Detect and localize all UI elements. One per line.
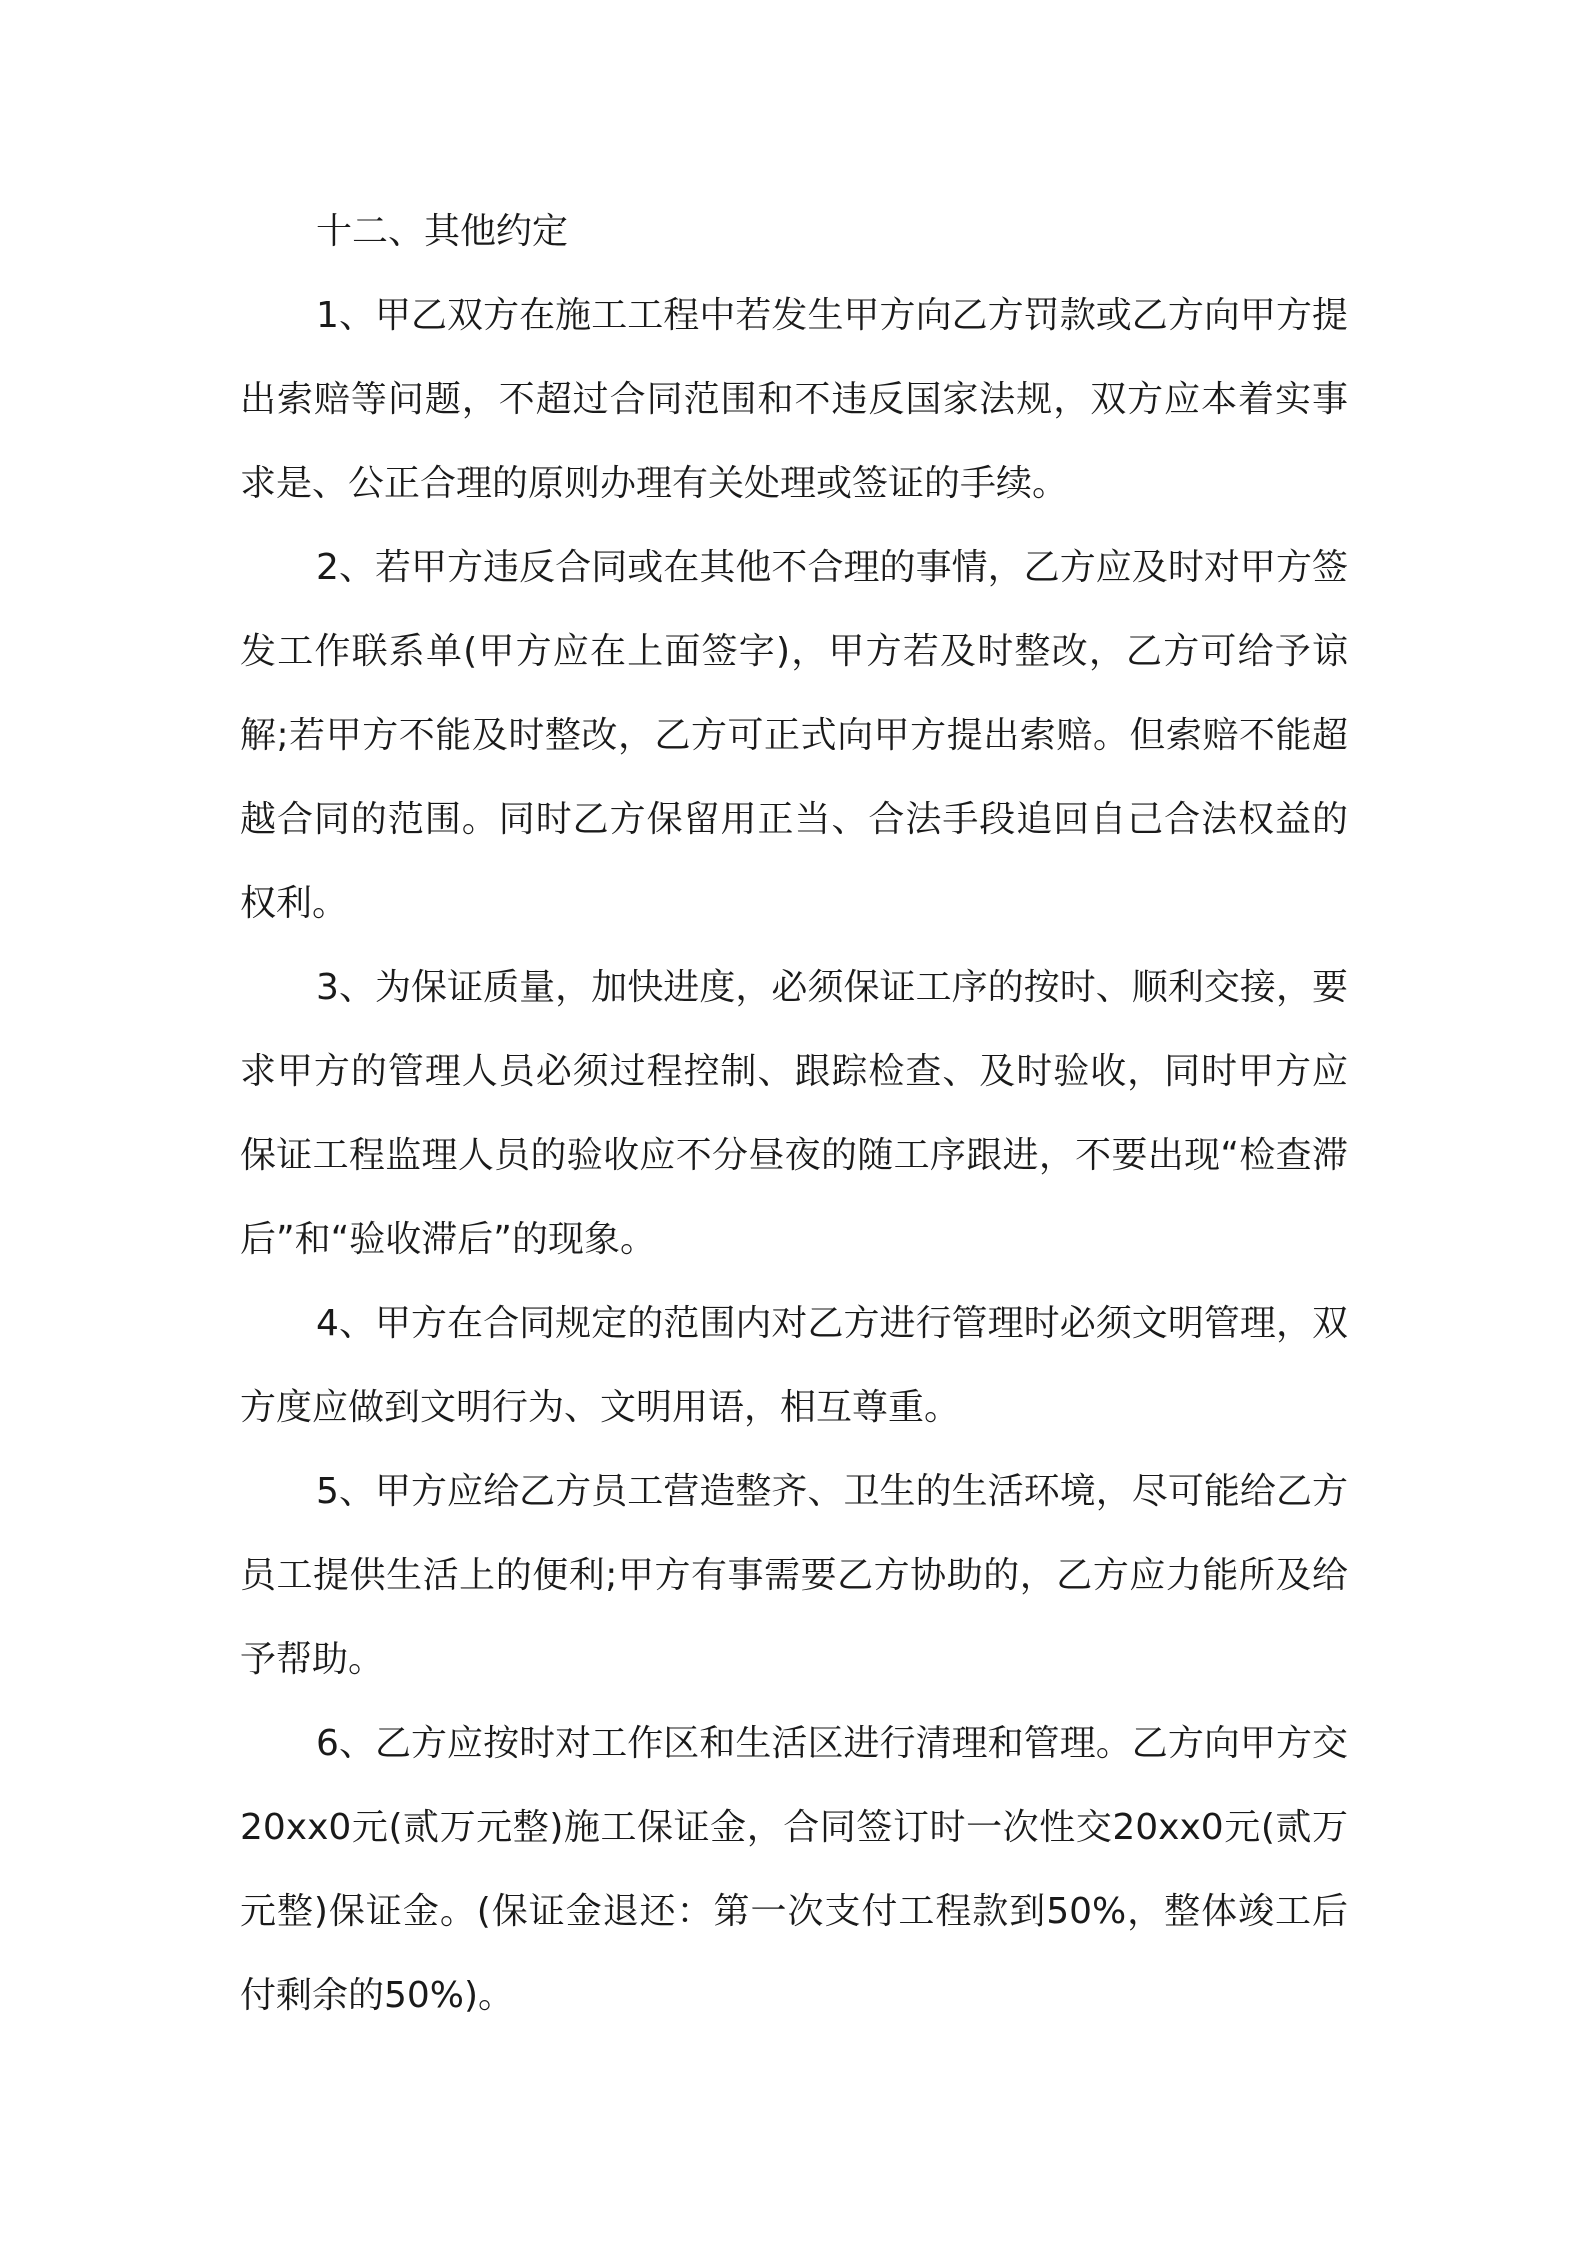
document-body — [240, 190, 1348, 2038]
clause-1: 1、甲乙双方在施工工程中若发生甲方向乙方罚款或乙方向甲方提出索赔等问题，不超过合同范围和不违反国家法规，双方应本着实事求是、公正合理的原则办理有关处理或签证的手续。 — [240, 295, 1348, 504]
section-heading: 十二、其他约定 — [316, 211, 569, 252]
clause-3: 3、为保证质量，加快进度，必须保证工序的按时、顺利交接，要求甲方的管理人员必须过程控制、跟踪检查、及时验收，同时甲方应保证工程监理人员的验收应不分昼夜的随工序跟进，不要出现“检查滞后”和“验收滞后”的现象。 — [240, 967, 1348, 1260]
clause-4: 4、甲方在合同规定的范围内对乙方进行管理时必须文明管理，双方度应做到文明行为、文明用语，相互尊重。 — [240, 1303, 1348, 1428]
clause-6: 6、乙方应按时对工作区和生活区进行清理和管理。乙方向甲方交20xx0元(贰万元整)施工保证金，合同签订时一次性交20xx0元(贰万元整)保证金。(保证金退还：第一次支付工程款到50%，整体竣工后付剩余的50%)。 — [240, 1723, 1348, 2016]
clause-2: 2、若甲方违反合同或在其他不合理的事情，乙方应及时对甲方签发工作联系单(甲方应在上面签字)，甲方若及时整改，乙方可给予谅解;若甲方不能及时整改，乙方可正式向甲方提出索赔。但索赔不能超越合同的范围。同时乙方保留用正当、合法手段追回自己合法权益的权利。 — [240, 547, 1348, 924]
clause-5: 5、甲方应给乙方员工营造整齐、卫生的生活环境，尽可能给乙方员工提供生活上的便利;甲方有事需要乙方协助的，乙方应力能所及给予帮助。 — [240, 1471, 1348, 1680]
